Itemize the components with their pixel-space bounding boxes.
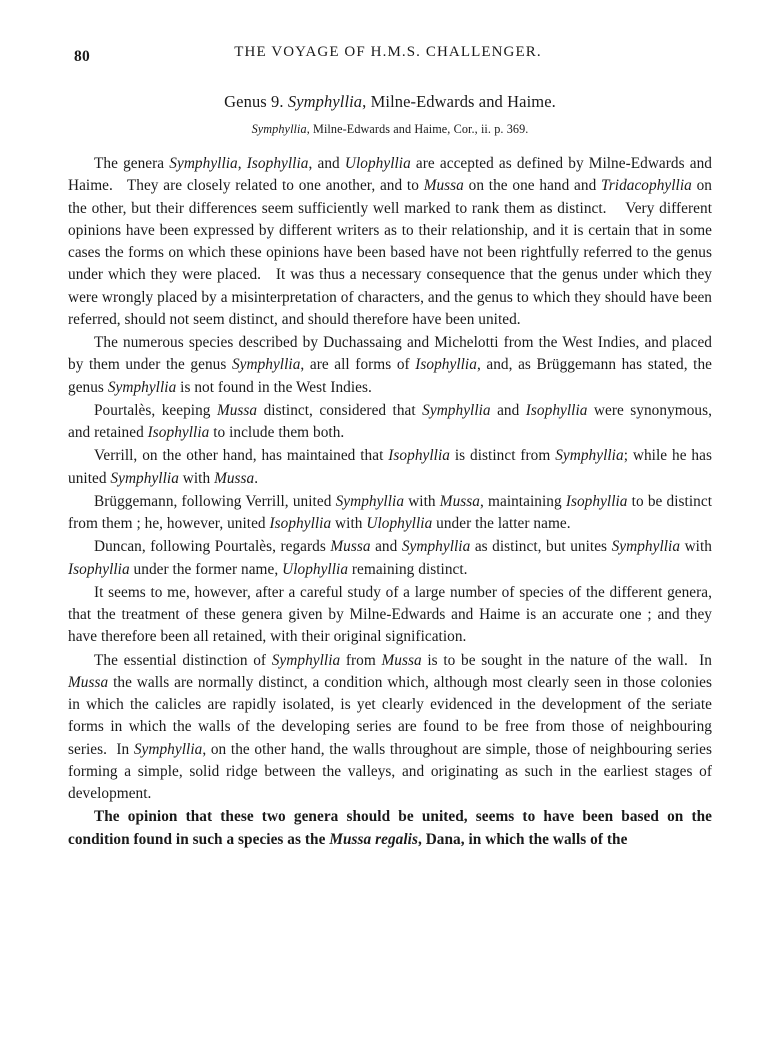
genus-reference-name: Symphyllia bbox=[251, 122, 307, 136]
genus-heading bbox=[68, 92, 712, 112]
page-header bbox=[0, 44, 776, 66]
running-head: THE VOYAGE OF H.M.S. CHALLENGER. bbox=[234, 44, 542, 60]
genus-reference-line bbox=[68, 122, 712, 137]
para-8: The essential distinction of Symphyllia from Mussa is to be sought in the nature of the wall. In Mussa the walls are normally distinct, a condition which, although most clearly seen in those colonies in which the calicles are rapidly isolated, is yet clearly evidenced in the development of the seriate forms in which the walls of the developing series are found to be free from those of neighbouring series. In Symphyllia, on the other hand, the walls throughout are simple, those of neighbouring series forming a simple, solid ridge between the valleys, and originating as such in the earliest stages of development. bbox=[68, 651, 713, 802]
para-3: Pourtalès, keeping Mussa distinct, considered that Symphyllia and Isophyllia were synonymous, and retained Isophyllia to include them both. bbox=[68, 401, 713, 441]
page-body bbox=[68, 92, 712, 851]
page-number: 80 bbox=[74, 48, 90, 65]
para-1: The genera Symphyllia, Isophyllia, and Ulophyllia are accepted as defined by Milne-Edwards and Haime. They are closely related to one another, and to Mussa on the one hand and Tridacophyllia on the other, but their differences seem sufficiently well marked to rank them as distinct. Very different opinions have been expressed by different writers as to their relationship, and it is certain that in some cases the forms on which these opinions have been based have not been rightfully referred to the genus under which they were placed. It was thus a necessary consequence that the genus under which they were wrongly placed by a misinterpretation of characters, and the genus to which they should have been referred, should not seem distinct, and should therefore have been united. bbox=[68, 155, 712, 328]
genus-heading-name: Symphyllia bbox=[287, 92, 363, 111]
para-5: Brüggemann, following Verrill, united Symphyllia with Mussa, maintaining Isophyllia to be distinct from them ; he, however, united Isophyllia with Ulophyllia under the latter name. bbox=[68, 492, 712, 532]
para-7: It seems to me, however, after a careful study of a large number of species of the different genera, that the treatment of these genera given by Milne-Edwards and Haime is an accurate one ; and they have therefore been all retained, with their original signification. bbox=[68, 583, 712, 646]
body-text-block bbox=[68, 153, 712, 851]
genus-heading-prefix: Genus 9. bbox=[224, 92, 288, 111]
genus-heading-suffix: , Milne-Edwards and Haime. bbox=[362, 92, 556, 111]
para-4: Verrill, on the other hand, has maintained that Isophyllia is distinct from Symphyllia; while he has united Symphyllia with Mussa. bbox=[68, 447, 712, 487]
para-9: The opinion that these two genera should be united, seems to have been based on the condition found in such a species as the Mussa regalis, Dana, in which the walls of the bbox=[68, 808, 712, 848]
para-2: The numerous species described by Duchassaing and Michelotti from the West Indies, and placed by them under the genus Symphyllia, are all forms of Isophyllia, and, as Brüggemann has stated, the genus Symphyllia is not found in the West Indies. bbox=[68, 334, 712, 396]
para-6: Duncan, following Pourtalès, regards Mussa and Symphyllia as distinct, but unites Symphyllia with Isophyllia under the former name, Ulophyllia remaining distinct. bbox=[68, 538, 712, 578]
genus-reference-rest: , Milne-Edwards and Haime, Cor., ii. p. 369. bbox=[306, 122, 529, 136]
